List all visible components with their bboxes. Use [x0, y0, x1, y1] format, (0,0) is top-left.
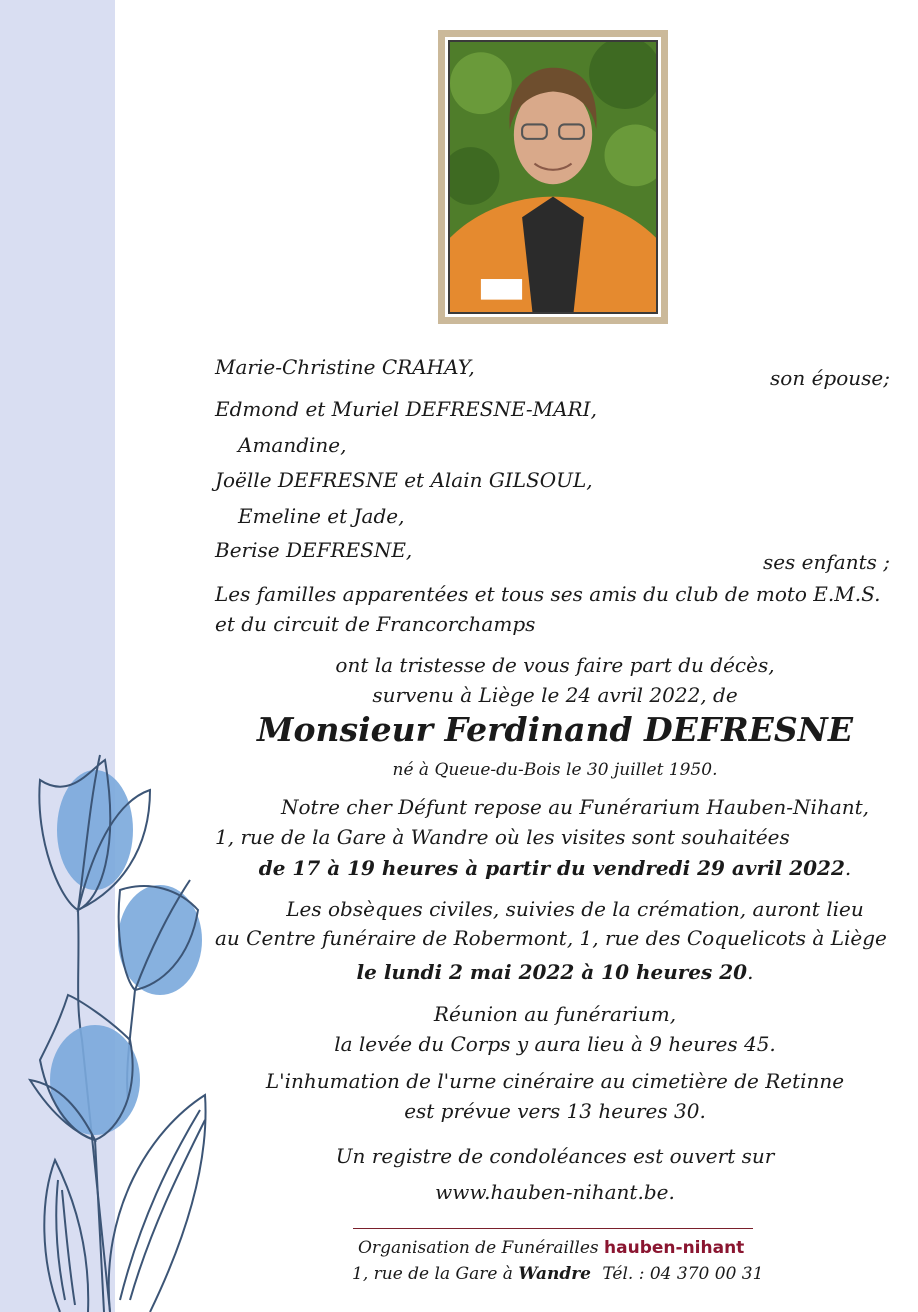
stem-3 [95, 1140, 104, 1312]
birth-line: né à Queue-du-Bois le 30 juillet 1950. [392, 760, 718, 780]
funeral-date-text: le lundi 2 mai 2022 à 10 heures 20 [356, 960, 748, 984]
urn-line-1: L'inhumation de l'urne cinéraire au cimetière de Retinne [265, 1069, 845, 1093]
footer-org [358, 1238, 744, 1258]
footer-rule [353, 1228, 753, 1229]
photo-mat [445, 37, 661, 317]
others-line-1: Les familles apparentées et tous ses amis du club de moto E.M.S. [215, 582, 881, 606]
child-line-5: Berise DEFRESNE, [215, 538, 413, 562]
child-line-2: Amandine, [238, 433, 347, 457]
portrait-photo [450, 42, 656, 312]
announcement-line-1: ont la tristesse de vous faire part du décès, [335, 653, 775, 677]
condolences-line: Un registre de condoléances est ouvert sur [335, 1144, 775, 1168]
funeral-line-1: Les obsèques civiles, suivies de la crémation, auront lieu [286, 897, 864, 921]
photo-frame [438, 30, 668, 324]
footer-town: Wandre [518, 1264, 591, 1284]
spouse-role: son épouse; [770, 366, 890, 390]
footer-phone: Tél. : 04 370 00 31 [602, 1264, 764, 1284]
meeting-line-2: la levée du Corps y aura lieu à 9 heures 45. [334, 1032, 776, 1056]
meeting-line-1: Réunion au funérarium, [433, 1002, 677, 1026]
others-line-2: et du circuit de Francorchamps [215, 612, 536, 636]
visits-hours [215, 856, 895, 880]
visits-line-2: 1, rue de la Gare à Wandre où les visites sont souhaitées [215, 825, 790, 849]
deceased-name: Monsieur Ferdinand DEFRESNE [257, 710, 853, 749]
funeral-date [215, 960, 895, 984]
photo-border [448, 40, 658, 314]
tulip-lower [30, 995, 140, 1140]
funeral-date-period: . [747, 960, 754, 984]
footer-brand: hauben-nihant [604, 1238, 745, 1258]
child-line-1: Edmond et Muriel DEFRESNE-MARI, [215, 397, 597, 421]
child-line-4: Emeline et Jade, [238, 504, 405, 528]
footer-address-prefix: 1, rue de la Gare à [352, 1264, 513, 1284]
visits-hours-text: de 17 à 19 heures à partir du vendredi 29 avril 2022 [258, 856, 845, 880]
footer-org-prefix: Organisation de Funérailles [358, 1238, 599, 1258]
funeral-line-2: au Centre funéraire de Robermont, 1, rue des Coquelicots à Liège [215, 926, 887, 950]
tulip-decoration [0, 740, 240, 1312]
footer-address [352, 1264, 763, 1284]
announcement-line-2: survenu à Liège le 24 avril 2022, de [372, 683, 738, 707]
condolences-url[interactable]: www.hauben-nihant.be. [435, 1180, 675, 1204]
tulip-middle [118, 880, 202, 995]
visits-hours-period: . [844, 856, 852, 880]
urn-line-2: est prévue vers 13 heures 30. [404, 1099, 706, 1123]
spouse-name: Marie-Christine CRAHAY, [215, 355, 475, 379]
visits-line-1: Notre cher Défunt repose au Funérarium Hauben-Nihant, [280, 795, 870, 819]
child-line-3: Joëlle DEFRESNE et Alain GILSOUL, [215, 468, 593, 492]
leaves [44, 1095, 205, 1312]
children-role: ses enfants ; [762, 550, 890, 574]
